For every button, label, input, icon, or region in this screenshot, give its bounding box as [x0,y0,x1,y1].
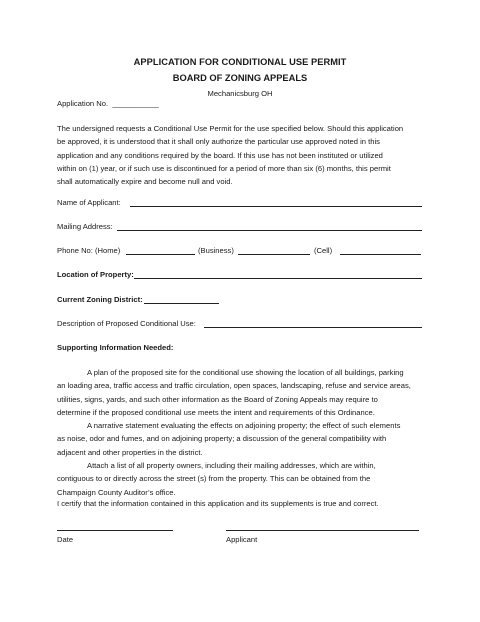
supporting-line: adjacent and other properties in the district. [57,447,203,457]
application-no-blank: ___________ [112,99,159,108]
intro-line: application and any conditions required by the board. If this use has not been instituted or utilized [57,150,383,160]
phone-home-label: Phone No: (Home) [57,246,121,255]
supporting-line: an loading area, traffic access and traffic circulation, open spaces, landscaping, refuse and service areas, [57,381,411,391]
applicant-name-label: Name of Applicant: [57,198,121,207]
date-signature-line[interactable] [57,530,173,531]
supporting-line: utilities, signs, yards, and such other information as the Board of Zoning Appeals may require to [57,394,378,404]
form-location: Mechanicsburg OH [207,89,273,98]
phone-cell-field[interactable] [340,254,421,255]
intro-line: shall automatically expire and become null and void. [57,177,233,187]
current-zoning-field[interactable] [144,303,219,304]
form-subtitle-board: BOARD OF ZONING APPEALS [172,73,308,83]
intro-line: within on (1) year, or if such use is discontinued for a period of more than six (6) months, this permit [57,163,391,173]
intro-paragraph [57,122,403,188]
applicant-signature-line[interactable] [226,530,419,531]
location-of-property-field[interactable] [134,278,422,279]
proposed-use-label: Description of Proposed Conditional Use: [57,319,196,328]
intro-line: The undersigned requests a Conditional Use Permit for the use specified below. Should this application [57,124,404,133]
supporting-line: as noise, odor and fumes, and on adjoining property; a discussion of the general compatibility with [57,434,387,444]
phone-home-field[interactable] [126,254,195,255]
application-no-label: Application No. [57,99,109,108]
mailing-address-label: Mailing Address: [57,222,113,231]
mailing-address-field[interactable] [117,230,422,231]
supporting-info-heading: Supporting Information Needed: [57,343,174,352]
supporting-line: Champaign County Auditor’s office. [57,487,176,497]
certification-statement: I certify that the information contained in this application and its supplements is true and correct. [57,499,379,508]
phone-business-label: (Business) [198,246,234,255]
applicant-label: Applicant [226,535,258,544]
date-label: Date [57,535,74,544]
applicant-name-field[interactable] [130,206,422,207]
supporting-item-1 [57,366,411,419]
phone-cell-label: (Cell) [314,246,333,255]
intro-line: be approved, it is understood that it shall only authorize the particular use approved noted in this [57,137,380,147]
supporting-line: A plan of the proposed site for the conditional use showing the location of all buildings, parking [87,368,404,377]
supporting-line: A narrative statement evaluating the effects on adjoining property; the effect of such elements [87,421,401,430]
location-of-property-label: Location of Property: [57,270,134,279]
proposed-use-field[interactable] [204,327,422,328]
current-zoning-label: Current Zoning District: [57,295,143,304]
form-title: APPLICATION FOR CONDITIONAL USE PERMIT [133,57,347,67]
supporting-line: contiguous to or directly across the street (s) from the property. This can be obtained from the [57,474,371,484]
supporting-item-3 [57,459,376,499]
phone-business-field[interactable] [238,254,310,255]
application-no-field[interactable] [57,99,159,108]
supporting-line: determine if the proposed conditional use meets the intent and requirements of this Ordinance. [57,407,375,417]
supporting-line: Attach a list of all property owners, including their mailing addresses, which are within, [87,461,376,470]
supporting-item-2 [57,419,400,459]
